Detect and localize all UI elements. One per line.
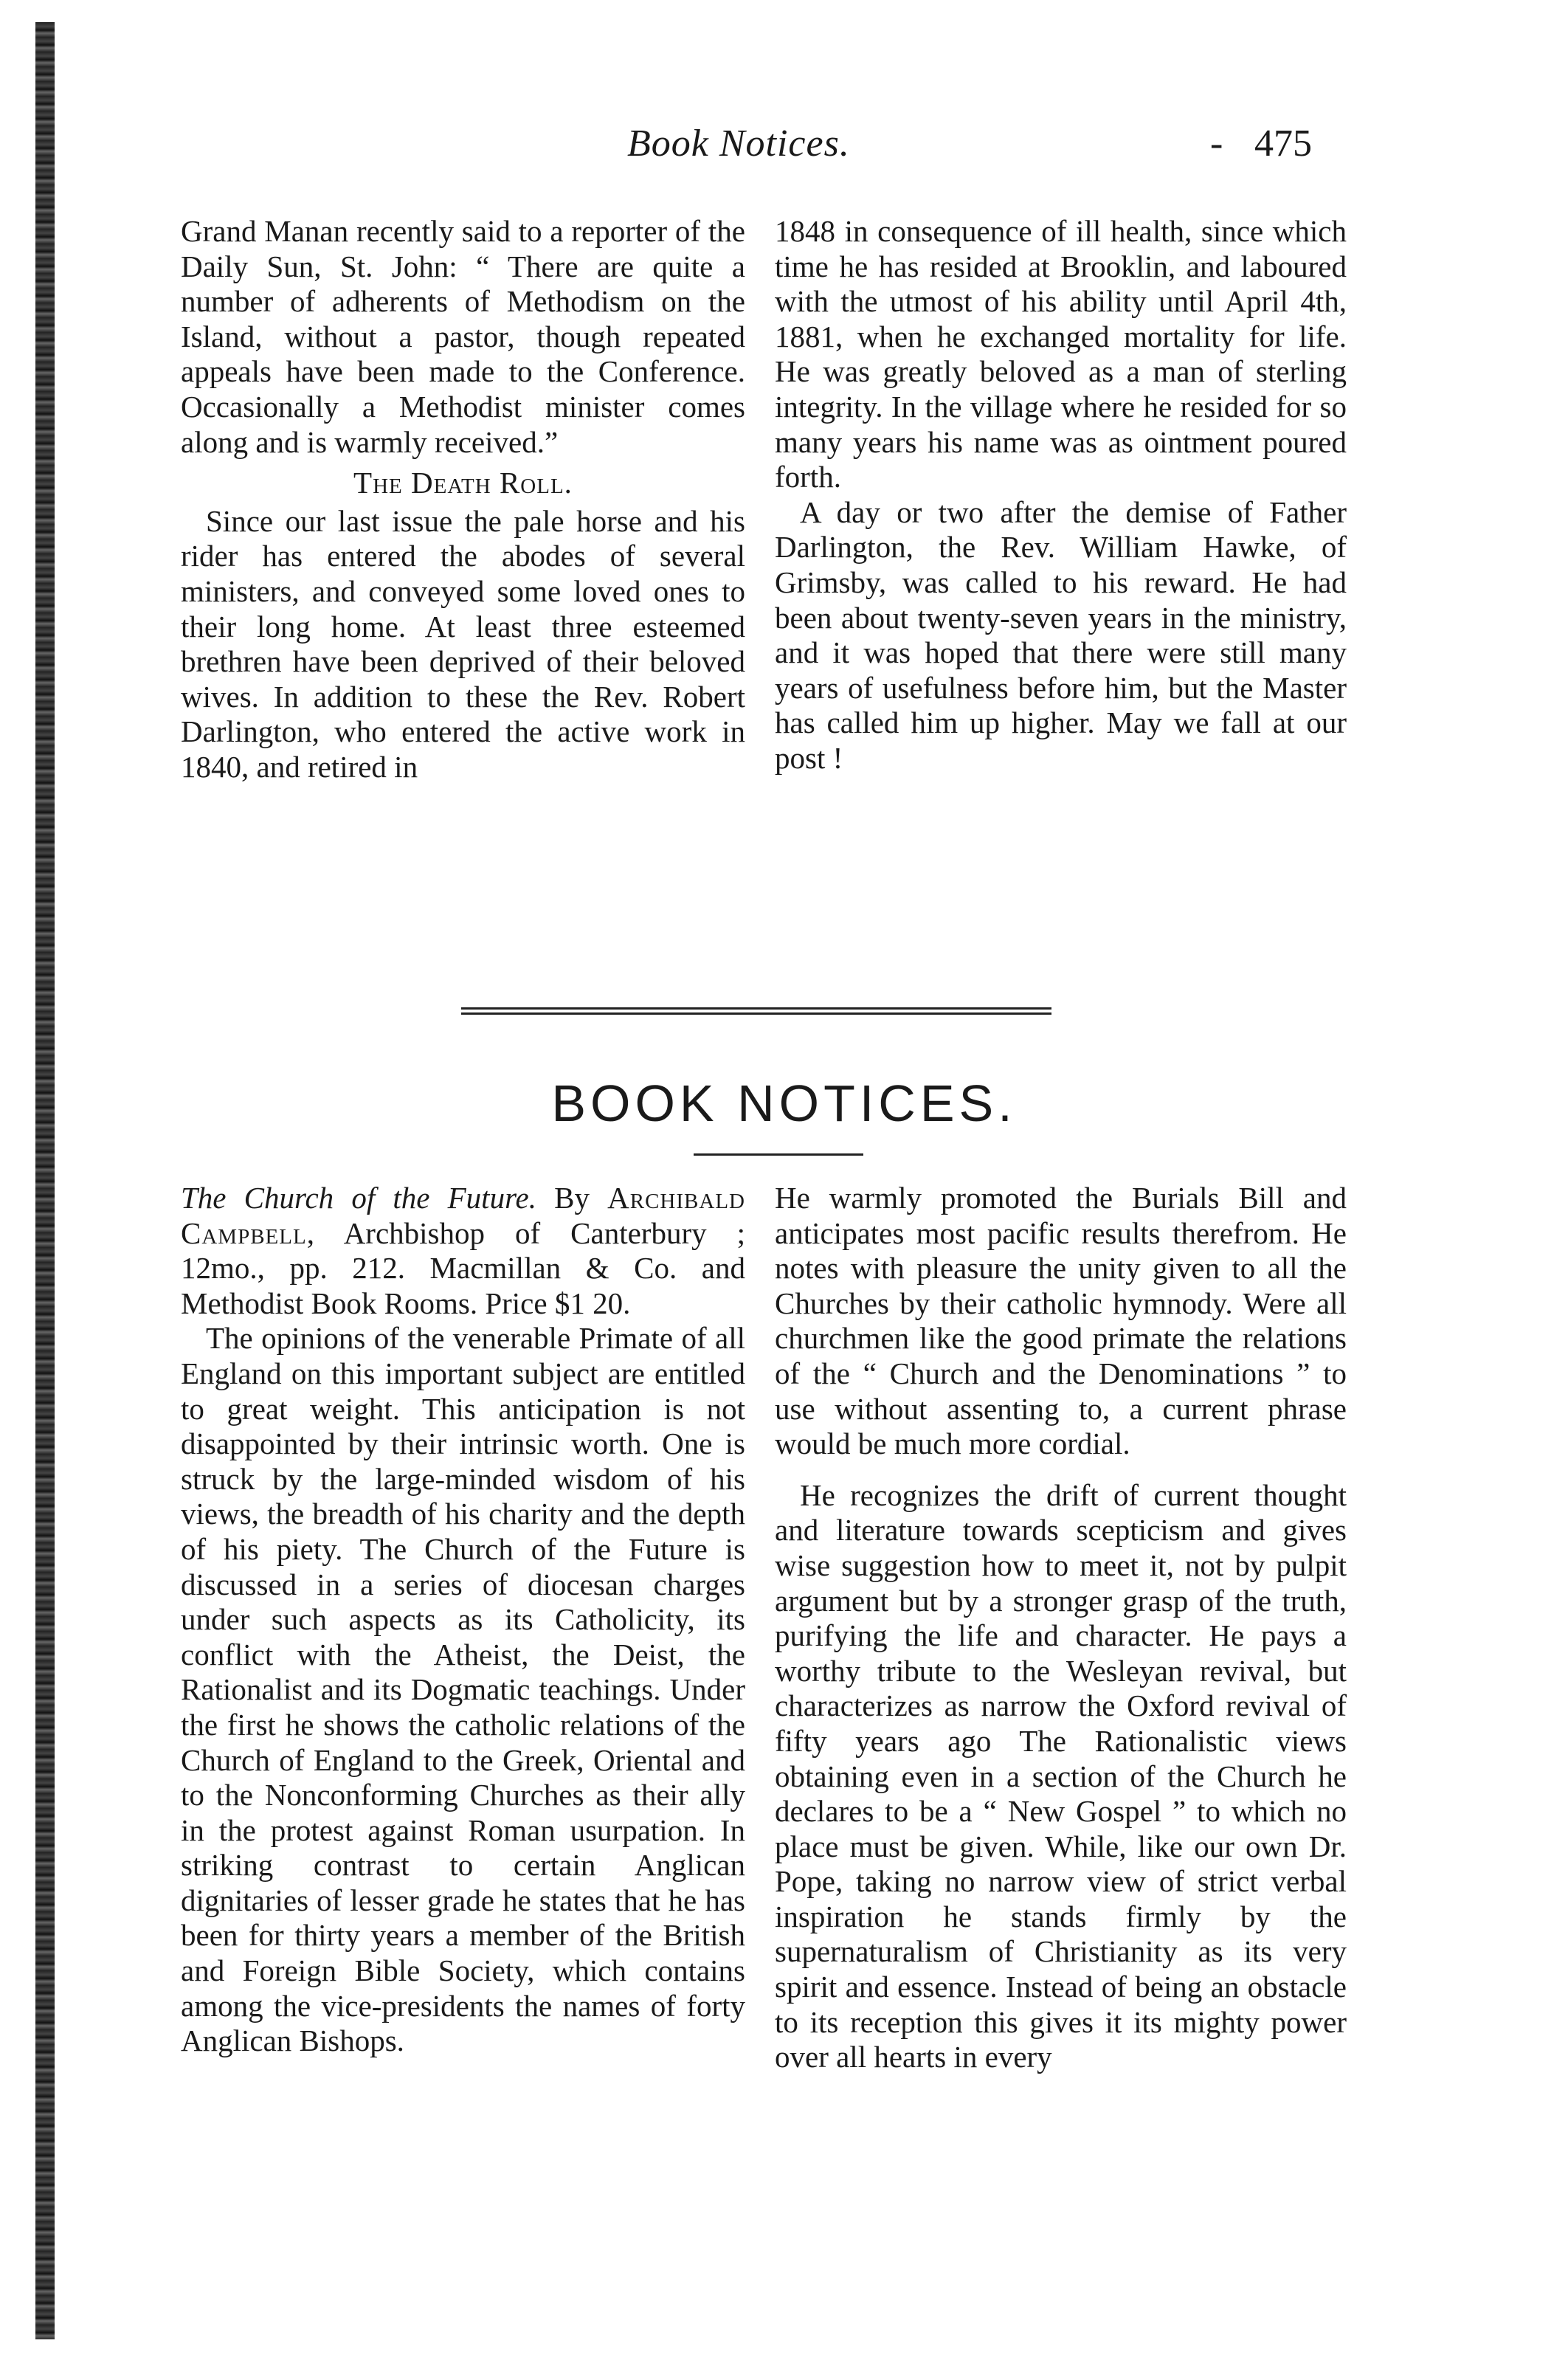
lower-left-column	[181, 1181, 745, 2059]
section-heading-death-roll: The Death Roll.	[353, 466, 573, 500]
paragraph: Grand Manan recently said to a reporter of the Daily Sun, St. John: “ There are quite a number of adherents of Methodism on the Island, without a pastor, though repeated appeals have been made to the Conference. Occasionally a Methodist minister comes along and is warmly received.”	[181, 214, 745, 459]
title-underline	[694, 1153, 863, 1156]
paragraph: 1848 in consequence of ill health, since which time he has resided at Brooklin, and laboured with the utmost of his ability until April 4th, 1881, when he exchanged mortality for life. He was greatly beloved as a man of sterling integrity. In the village where he resided for so many years his name was as ointment poured forth.	[775, 214, 1347, 494]
paragraph: He warmly promoted the Burials Bill and anticipates most pacific results therefrom. He notes with pleasure the unity given to all the Churches by their catholic hymnody. Were all churchmen like the good primate the relations of the “ Church and the Denominations ” to use without assenting to, a current phrase would be much more cordial.	[775, 1181, 1347, 1461]
book-title: The Church of the Future.	[181, 1181, 536, 1215]
book-entry	[181, 1181, 745, 1321]
paragraph: A day or two after the demise of Father Darlington, the Rev. William Hawke, of Grimsby, was called to his reward. He had been about twenty-seven years in the ministry, and it was hoped that there were still many years of usefulness before him, but the Master has called him up higher. May we fall at our post !	[775, 494, 1347, 775]
book-author: Archibald Campbell,	[181, 1181, 745, 1250]
divider-rule	[461, 1007, 1051, 1010]
running-title: Book Notices.	[627, 123, 850, 165]
section-title: BOOK NOTICES.	[551, 1074, 1017, 1132]
divider-rule	[461, 1012, 1051, 1015]
paragraph: Since our last issue the pale horse and his rider has entered the abodes of several ministers, and conveyed some loved ones to their long home. At least three esteemed brethren have been deprived of their beloved wives. In addition to these the Rev. Robert Darlington, who entered the active work in 1840, and retired in	[181, 503, 745, 784]
page-number: 475	[1254, 123, 1312, 165]
lower-right-column	[775, 1181, 1347, 2075]
paragraph: He recognizes the drift of current thought and literature towards scepticism and gives wise suggestion how to meet it, not by pulpit argument but by a stronger grasp of the truth, purifying the life and character. He pays a worthy tribute to the Wesleyan revival, but characterizes as narrow the Oxford revival of fifty years ago The Rationalistic views obtaining even in a section of the Church he declares to be a “ New Gospel ” to which no place must be given. While, like our own Dr. Pope, taking no narrow view of strict verbal inspiration he stands firmly by the supernaturalism of Christianity as its very spirit and essence. Instead of being an obstacle to its reception this gives it its mighty power over all hearts in every	[775, 1477, 1347, 2074]
section-divider	[461, 1007, 1051, 1018]
running-head	[0, 122, 1568, 181]
book-by: By	[536, 1181, 608, 1215]
book-imprint: Archbishop of Canterbury ; 12mo., pp. 212. Macmillan & Co. and Methodist Book Rooms. Price $1 20.	[181, 1215, 745, 1320]
upper-left-column	[181, 214, 745, 785]
upper-right-column	[775, 214, 1347, 776]
running-dash: -	[1210, 123, 1223, 165]
paragraph: The opinions of the venerable Primate of all England on this important subject are entitled to great weight. This anticipation is not disappointed by their intrinsic worth. One is struck by the large-minded wisdom of his views, the breadth of his charity and the depth of his piety. The Church of the Future is discussed in a series of diocesan charges under such aspects as its Catholicity, its conflict with the Atheist, the Deist, the Rationalist and its Dogmatic teachings. Under the first he shows the catholic relations of the Church of England to the Greek, Oriental and to the Nonconforming Churches as their ally in the protest against Roman usurpation. In striking contrast to certain Anglican dignitaries of lesser grade he states that he has been for thirty years a member of the British and Foreign Bible Society, which contains among the vice-presidents the names of forty Anglican Bishops.	[181, 1321, 745, 2058]
scan-edge	[35, 22, 55, 2339]
